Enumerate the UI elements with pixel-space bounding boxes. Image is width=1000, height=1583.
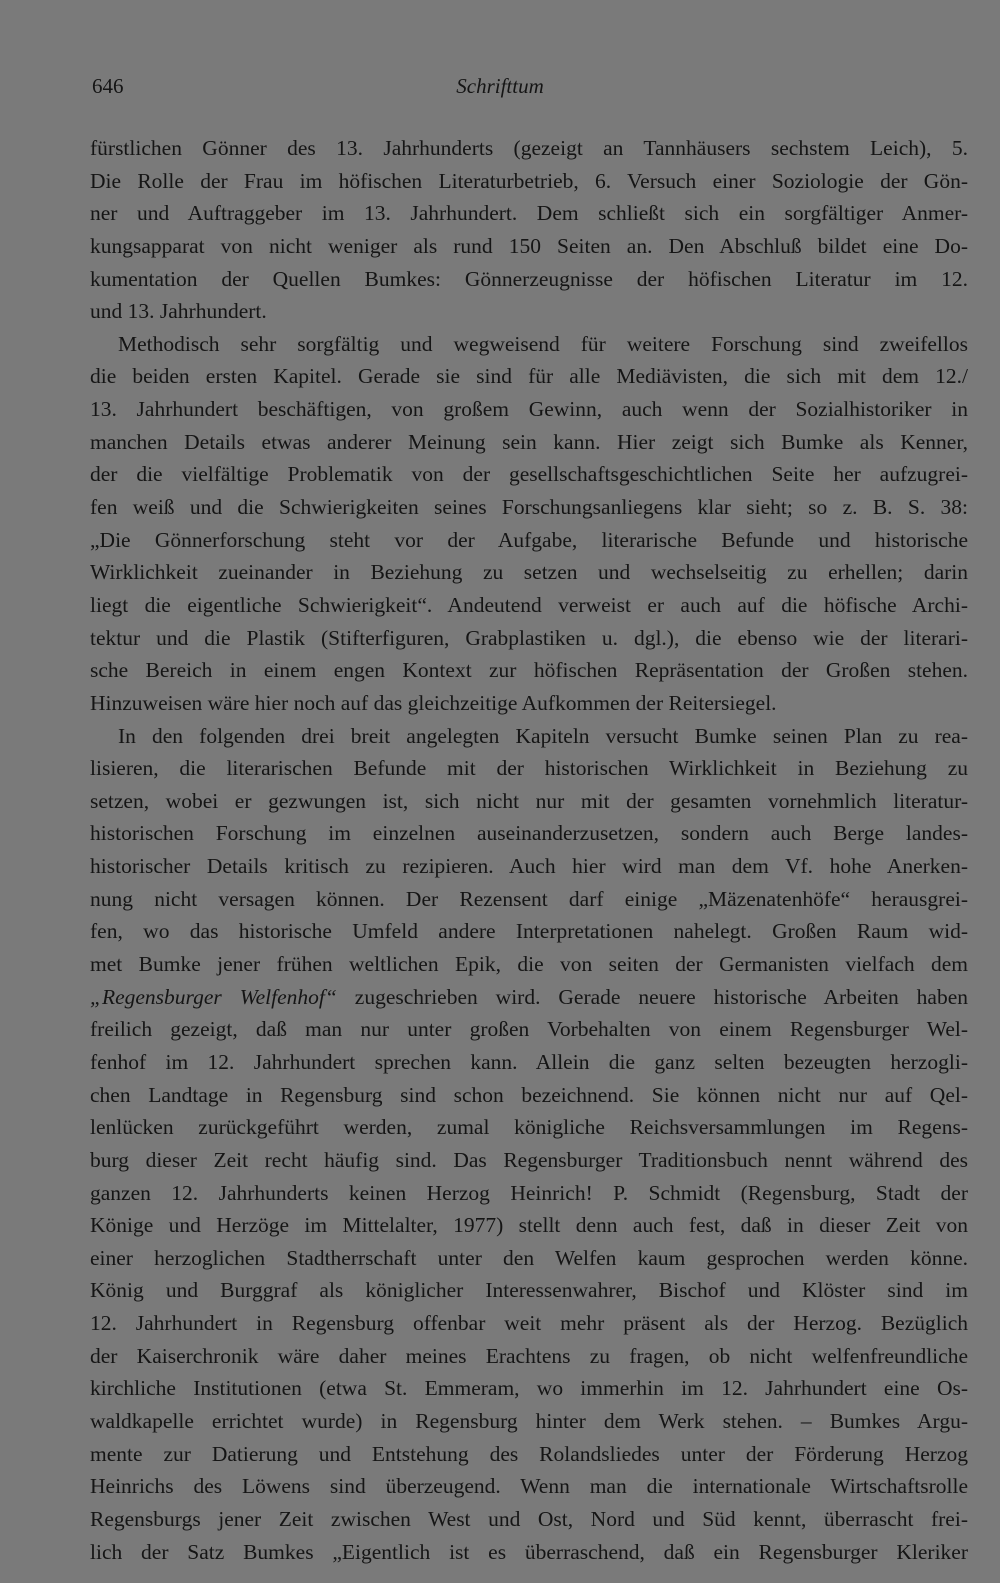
text-line: Wirklichkeit zueinander in Beziehung zu setzen und wechselseitig zu erhellen; darin (90, 560, 968, 585)
text-line: kirchliche Institutionen (etwa St. Emmeram, wo immerhin im 12. Jahrhundert eine Os- (90, 1376, 968, 1401)
text-line: Regensburgs jener Zeit zwischen West und Ost, Nord und Süd kennt, überrascht frei- (90, 1506, 968, 1531)
text-line: ganzen 12. Jahrhunderts keinen Herzog Heinrich! P. Schmidt (Regensburg, Stadt der (90, 1180, 968, 1205)
page-header (92, 74, 968, 102)
text-line: Hinzuweisen wäre hier noch auf das gleichzeitige Aufkommen der Reitersiegel. (90, 690, 777, 715)
text-line: Die Rolle der Frau im höfischen Literaturbetrieb, 6. Versuch einer Soziologie der Gön- (90, 168, 968, 193)
text-line: manchen Details etwas anderer Meinung sein kann. Hier zeigt sich Bumke als Kenner, (90, 429, 968, 454)
text-line: Heinrichs des Löwens sind überzeugend. Wenn man die internationale Wirtschaftsrolle (90, 1474, 968, 1499)
text-line: 12. Jahrhundert in Regensburg offenbar weit mehr präsent als der Herzog. Bezüglich (90, 1311, 968, 1336)
running-title: Schrifttum (456, 74, 544, 98)
text-line: chen Landtage in Regensburg sind schon bezeichnend. Sie können nicht nur auf Qel- (90, 1082, 968, 1107)
text-line: fen, wo das historische Umfeld andere Interpretationen nahelegt. Großen Raum wid- (90, 919, 968, 944)
body-text (90, 132, 968, 1568)
text-line: einer herzoglichen Stadtherrschaft unter den Welfen kaum gesprochen werden könne. (90, 1245, 968, 1270)
text-line: lich der Satz Bumkes „Eigentlich ist es überraschend, daß ein Regensburger Kleriker (90, 1539, 968, 1564)
text-line: kungsapparat von nicht weniger als rund 150 Seiten an. Den Abschluß bildet eine Do- (90, 233, 968, 258)
text-line: tektur und die Plastik (Stifterfiguren, Grabplastiken u. dgl.), die ebenso wie der literari- (90, 625, 968, 650)
text-line: setzen, wobei er gezwungen ist, sich nicht nur mit der gesamten vornehmlich literatur- (90, 788, 968, 813)
page-number: 646 (92, 74, 124, 98)
text-line: „Die Gönnerforschung steht vor der Aufgabe, literarische Befunde und historische (90, 527, 968, 552)
text-line: König und Burggraf als königlicher Interessenwahrer, Bischof und Klöster sind im (90, 1278, 968, 1303)
text-line: mente zur Datierung und Entstehung des Rolandsliedes unter der Förderung Herzog (90, 1441, 968, 1466)
text-line: freilich gezeigt, daß man nur unter großen Vorbehalten von einem Regensburger Wel- (90, 1017, 968, 1042)
text-line: lenlücken zurückgeführt werden, zumal königliche Reichsversammlungen im Regens- (90, 1115, 968, 1140)
text-line: met Bumke jener frühen weltlichen Epik, die von seiten der Germanisten vielfach dem (90, 952, 968, 977)
text-line: 13. Jahrhundert beschäftigen, von großem Gewinn, auch wenn der Sozialhistoriker in (90, 397, 968, 422)
text-line: ner und Auftraggeber im 13. Jahrhundert. Dem schließt sich ein sorgfältiger Anmer- (90, 201, 968, 226)
italic-title: „Regensburger Welfenhof“ (90, 984, 337, 1009)
text-line: fenhof im 12. Jahrhundert sprechen kann. Allein die ganz selten bezeugten herzogli- (90, 1049, 968, 1074)
text-line: waldkapelle errichtet wurde) in Regensburg hinter dem Werk stehen. – Bumkes Argu- (90, 1408, 968, 1433)
text-line: der die vielfältige Problematik von der gesellschaftsgeschichtlichen Seite her aufzugrei- (90, 462, 968, 487)
text-line: kumentation der Quellen Bumkes: Gönnerzeugnisse der höfischen Literatur im 12. (90, 266, 968, 291)
text-line: die beiden ersten Kapitel. Gerade sie sind für alle Mediävisten, die sich mit dem 12./ (90, 364, 968, 389)
text-line: historischer Details kritisch zu rezipieren. Auch hier wird man dem Vf. hohe Anerken- (90, 854, 968, 879)
text-line: sche Bereich in einem engen Kontext zur höfischen Repräsentation der Großen stehen. (90, 658, 968, 683)
text-line: liegt die eigentliche Schwierigkeit“. Andeutend verweist er auch auf die höfische Archi- (90, 592, 968, 617)
text-line: nung nicht versagen können. Der Rezensent darf einige „Mäzenatenhöfe“ herausgrei- (90, 886, 968, 911)
text-line: historischen Forschung im einzelnen auseinanderzusetzen, sondern auch Berge landes- (90, 821, 968, 846)
text-line (90, 981, 968, 1014)
text-line: Methodisch sehr sorgfältig und wegweisend für weitere Forschung sind zweifellos (118, 331, 968, 356)
text-line: fen weiß und die Schwierigkeiten seines Forschungsanliegens klar sieht; so z. B. S. 38: (90, 495, 968, 520)
text-line: Könige und Herzöge im Mittelalter, 1977) stellt denn auch fest, daß in dieser Zeit von (90, 1213, 968, 1238)
text-line: der Kaiserchronik wäre daher meines Erachtens zu fragen, ob nicht welfenfreundliche (90, 1343, 968, 1368)
text-line: und 13. Jahrhundert. (90, 299, 267, 324)
text-line: In den folgenden drei breit angelegten Kapiteln versucht Bumke seinen Plan zu rea- (118, 723, 968, 748)
text-line: lisieren, die literarischen Befunde mit der historischen Wirklichkeit in Beziehung zu (90, 756, 968, 781)
text-line: burg dieser Zeit recht häufig sind. Das Regensburger Traditionsbuch nennt während des (90, 1147, 968, 1172)
text-line: fürstlichen Gönner des 13. Jahrhunderts (gezeigt an Tannhäusers sechstem Leich), 5. (90, 136, 968, 160)
line-text: zugeschrieben wird. Gerade neuere historische Arbeiten haben (336, 984, 968, 1009)
